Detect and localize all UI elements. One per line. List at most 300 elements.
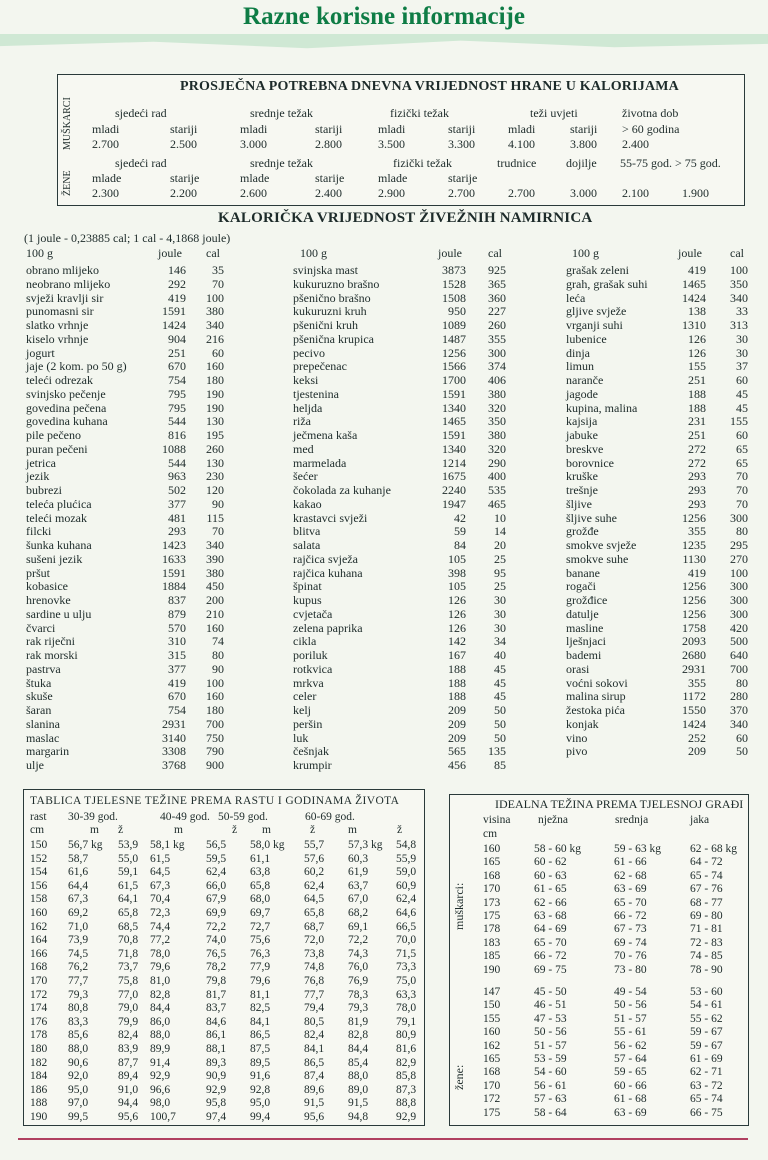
weight-cell: 168 <box>30 961 48 974</box>
food-name: med <box>293 441 314 456</box>
weight-cell: 62,4 <box>396 893 417 906</box>
food-joule: 1487 <box>442 331 466 346</box>
food-joule: 1256 <box>682 606 706 621</box>
food-name: kiselo vrhnje <box>26 331 89 346</box>
food-joule: 1235 <box>682 538 706 552</box>
ideal-women-cell: 147 <box>483 986 501 998</box>
ideal-head: visina <box>483 814 511 826</box>
women-sub-label: mlade <box>92 171 122 185</box>
food-name: malina sirup <box>566 689 626 704</box>
weight-cell: 64,5 <box>304 893 325 906</box>
ideal-women-cell: 61 - 69 <box>690 1053 723 1065</box>
food-joule: 377 <box>168 496 186 511</box>
food-joule: 310 <box>168 634 186 649</box>
weight-cell: 76,0 <box>348 961 369 974</box>
weight-table-title: TABLICA TJELESNE TEŽINE PREMA RASTU I GODINAMA ŽIVOTA <box>30 795 400 807</box>
weight-cell: 57,6 <box>304 852 325 865</box>
caloric-head-cal: cal <box>730 246 744 260</box>
weight-cell: 70,0 <box>396 934 417 947</box>
weight-cell: 150 <box>30 839 48 851</box>
food-joule: 155 <box>688 359 706 374</box>
food-name: kupina, malina <box>566 400 638 415</box>
weight-cell: 92,9 <box>396 1111 417 1123</box>
weight-cell: 76,3 <box>250 947 271 960</box>
ideal-men-cell: 58 - 60 kg <box>534 843 581 855</box>
food-cal: 120 <box>206 483 224 497</box>
weight-cell: 67,9 <box>206 893 227 906</box>
weight-cell: 68,2 <box>348 907 369 919</box>
weight-cell: 65,8 <box>304 907 325 919</box>
weight-cell: 56,5 <box>206 839 227 851</box>
weight-cell: 62,4 <box>206 866 227 879</box>
weight-cell: 80,8 <box>68 1002 89 1015</box>
weight-head-sex: cm <box>30 824 45 836</box>
food-name: grah, grašak suhi <box>566 276 648 291</box>
food-joule: 456 <box>448 758 466 772</box>
weight-cell: 78,2 <box>206 961 227 974</box>
men-sub-label: mladi <box>240 122 268 136</box>
food-joule: 1591 <box>442 428 466 442</box>
ideal-men-cell: 61 - 65 <box>534 883 567 896</box>
food-joule: 2680 <box>682 648 706 662</box>
ideal-women-cell: 56 - 62 <box>614 1039 647 1052</box>
weight-cell: 176 <box>30 1015 48 1028</box>
weight-cell: 188 <box>30 1097 48 1110</box>
men-value: 2.400 <box>622 137 649 151</box>
ideal-women-cell: 160 <box>483 1026 501 1039</box>
food-name: špinat <box>293 579 322 594</box>
women-group-label: trudnice <box>497 156 537 170</box>
food-name: grašak zeleni <box>566 263 629 277</box>
weight-cell: 79,0 <box>118 1002 139 1015</box>
food-joule: 355 <box>688 524 706 539</box>
ideal-women-cell: 59 - 67 <box>690 1039 723 1052</box>
food-name: grožđe <box>566 524 599 539</box>
weight-cell: 95,6 <box>304 1111 325 1123</box>
food-name: smokve svježe <box>566 538 637 552</box>
food-name: naranče <box>566 373 604 387</box>
weight-cell: 61,6 <box>68 866 89 879</box>
food-cal: 180 <box>206 373 224 387</box>
weight-cell: 85,8 <box>396 1070 417 1083</box>
weight-cell: 53,9 <box>118 839 139 851</box>
women-value: 2.100 <box>622 186 649 200</box>
weight-head-sex: ž <box>310 824 316 836</box>
food-name: kajsija <box>566 414 598 429</box>
food-cal: 90 <box>212 661 224 676</box>
women-value: 1.900 <box>682 186 709 200</box>
food-name: jogurt <box>26 345 55 360</box>
food-cal: 300 <box>730 593 748 607</box>
food-joule: 272 <box>688 441 706 456</box>
food-joule: 1465 <box>682 276 706 291</box>
food-cal: 900 <box>206 758 224 772</box>
food-name: rak riječni <box>26 634 75 649</box>
men-group-label: srednje težak <box>250 106 313 120</box>
weight-cell: 85,6 <box>68 1029 89 1042</box>
weight-cell: 73,7 <box>118 961 139 974</box>
food-joule: 3308 <box>162 744 186 759</box>
food-name: rogači <box>566 579 596 594</box>
ideal-women-cell: 46 - 51 <box>534 999 567 1012</box>
food-name: pile pečeno <box>26 428 81 442</box>
weight-cell: 88,0 <box>68 1043 89 1055</box>
food-joule: 1256 <box>682 579 706 594</box>
ideal-women-cell: 59 - 67 <box>690 1026 723 1039</box>
food-joule: 1508 <box>442 290 466 305</box>
food-cal: 420 <box>730 620 748 635</box>
ideal-women-cell: 60 - 66 <box>614 1079 647 1092</box>
food-cal: 35 <box>212 263 224 277</box>
weight-cell: 78,0 <box>396 1002 417 1015</box>
weight-cell: 79,6 <box>250 975 271 987</box>
food-joule: 1310 <box>682 318 706 332</box>
caloric-head-joule: joule <box>438 246 462 260</box>
ideal-men-cell: 64 - 72 <box>690 856 723 869</box>
ideal-women-cell: 54 - 60 <box>534 1066 567 1079</box>
weight-cell: 66,5 <box>396 920 417 933</box>
food-cal: 216 <box>206 331 224 346</box>
ideal-men-cell: 168 <box>483 869 501 882</box>
ideal-women-cell: 50 - 56 <box>614 999 647 1012</box>
food-joule: 1423 <box>162 538 186 552</box>
weight-cell: 94,4 <box>118 1097 139 1110</box>
ideal-men-cell: 70 - 76 <box>614 950 647 963</box>
weight-cell: 54,8 <box>396 839 417 851</box>
weight-cell: 81,7 <box>206 988 227 1001</box>
weight-cell: 79,3 <box>348 1002 369 1015</box>
weight-cell: 79,3 <box>68 988 89 1001</box>
food-joule: 142 <box>448 634 466 649</box>
weight-cell: 89,3 <box>206 1056 227 1069</box>
ideal-women-cell: 66 - 75 <box>690 1106 723 1119</box>
men-sub-label: mladi <box>508 122 536 136</box>
food-joule: 1591 <box>162 565 186 580</box>
food-name: vino <box>566 730 588 745</box>
weight-cell: 95,6 <box>118 1111 139 1123</box>
food-name: pastrva <box>26 661 61 676</box>
food-joule: 419 <box>168 675 186 690</box>
food-name: keksi <box>293 373 319 387</box>
weight-cell: 58,7 <box>68 852 89 865</box>
weight-cell: 76,8 <box>304 975 325 987</box>
weight-cell: 68,0 <box>250 893 271 906</box>
food-name: cvjetača <box>293 606 333 621</box>
ideal-women-cell: 49 - 54 <box>614 986 647 998</box>
food-name: salata <box>293 538 321 552</box>
ideal-men-cell: 65 - 74 <box>690 869 723 882</box>
food-cal: 280 <box>730 689 748 704</box>
weight-cell: 69,1 <box>348 920 369 933</box>
food-name: poriluk <box>293 648 328 662</box>
food-name: svježi kravlji sir <box>26 290 104 305</box>
food-name: jagode <box>566 386 598 401</box>
weight-cell: 86,0 <box>150 1015 171 1028</box>
weight-cell: 160 <box>30 907 48 919</box>
weight-cell: 82,4 <box>304 1029 325 1042</box>
food-cal: 100 <box>730 565 748 580</box>
food-joule: 377 <box>168 661 186 676</box>
weight-cell: 78,0 <box>150 947 171 960</box>
food-joule: 1340 <box>442 441 466 456</box>
food-cal: 180 <box>206 703 224 717</box>
men-value: 3.500 <box>378 137 405 151</box>
food-joule: 293 <box>688 483 706 497</box>
food-cal: 30 <box>736 345 748 360</box>
men-group-label: fizički težak <box>390 106 449 120</box>
food-name: puran pečeni <box>26 441 88 456</box>
men-value: 4.100 <box>508 137 535 151</box>
food-joule: 1088 <box>162 441 186 456</box>
ideal-women-cell: 51 - 57 <box>614 1012 647 1025</box>
weight-cell: 84,1 <box>250 1015 271 1028</box>
ideal-women-cell: 54 - 61 <box>690 999 723 1012</box>
food-name: sušeni jezik <box>26 551 83 566</box>
food-name: lubenice <box>566 331 607 346</box>
food-joule: 1424 <box>162 318 186 332</box>
food-name: jezik <box>26 469 50 484</box>
weight-cell: 58,0 kg <box>250 839 285 851</box>
ideal-men-cell: 65 - 70 <box>534 936 567 949</box>
food-cal: 34 <box>494 634 506 649</box>
ideal-head: srednja <box>615 814 649 826</box>
women-value: 2.700 <box>448 186 475 200</box>
food-joule: 1675 <box>442 469 466 484</box>
food-name: pšenična krupica <box>293 331 374 346</box>
weight-head-sex: ž <box>397 824 403 836</box>
food-name: neobrano mlijeko <box>26 276 111 291</box>
food-joule: 1947 <box>442 496 466 511</box>
weight-cell: 96,6 <box>150 1083 171 1096</box>
weight-cell: 72,2 <box>206 920 227 933</box>
men-group-label: sjedeći rad <box>115 106 167 120</box>
food-name: breskve <box>566 441 604 456</box>
food-joule: 138 <box>688 304 706 319</box>
food-joule: 292 <box>168 276 186 291</box>
weight-cell: 81,6 <box>396 1043 417 1055</box>
weight-head-age: 50-59 god. <box>218 811 268 823</box>
caloric-head-cal: cal <box>488 246 502 260</box>
food-name: kobasice <box>26 579 68 594</box>
ideal-women-cell: 50 - 56 <box>534 1026 567 1039</box>
food-cal: 70 <box>212 524 224 539</box>
men-sub-label: stariji <box>448 122 476 136</box>
food-joule: 570 <box>168 620 186 635</box>
ideal-women-cell: 51 - 57 <box>534 1039 567 1052</box>
men-value: 2.700 <box>92 137 119 151</box>
ideal-men-cell: 69 - 75 <box>534 963 567 976</box>
women-value: 3.000 <box>570 186 597 200</box>
food-cal: 130 <box>206 455 224 470</box>
food-cal: 74 <box>212 634 224 649</box>
weight-cell: 154 <box>30 866 48 879</box>
food-cal: 790 <box>206 744 224 759</box>
weight-cell: 75,0 <box>396 975 417 987</box>
food-name: skuše <box>26 689 53 704</box>
daily-calories-title: PROSJEČNA POTREBNA DNEVNA VRIJEDNOST HRANE U KALORIJAMA <box>180 79 679 94</box>
food-joule: 126 <box>448 606 466 621</box>
ideal-women-cell: 55 - 62 <box>690 1012 723 1025</box>
weight-cell: 65,8 <box>118 907 139 919</box>
food-cal: 370 <box>730 703 748 717</box>
food-joule: 544 <box>168 455 186 470</box>
food-name: čvarci <box>26 620 56 635</box>
food-joule: 1591 <box>442 386 466 401</box>
weight-cell: 182 <box>30 1056 48 1069</box>
food-cal: 320 <box>488 441 506 456</box>
food-cal: 65 <box>736 441 748 456</box>
food-cal: 100 <box>206 290 224 305</box>
food-name: jabuke <box>566 428 598 442</box>
food-cal: 700 <box>206 716 224 731</box>
ideal-men-cell: 60 - 62 <box>534 856 567 869</box>
men-value: 3.000 <box>240 137 267 151</box>
weight-cell: 71,5 <box>396 947 417 960</box>
bottom-rule <box>18 1138 748 1140</box>
food-joule: 188 <box>448 689 466 704</box>
ideal-men-cell: 63 - 69 <box>614 883 647 896</box>
food-name: masline <box>566 620 604 635</box>
food-cal: 227 <box>488 304 506 319</box>
ideal-men-cell: 185 <box>483 950 501 963</box>
food-cal: 300 <box>730 579 748 594</box>
weight-cell: 61,1 <box>250 852 271 865</box>
ideal-women-cell: 61 - 68 <box>614 1093 647 1106</box>
weight-cell: 80,5 <box>304 1015 325 1028</box>
weight-cell: 79,8 <box>206 975 227 987</box>
weight-cell: 61,9 <box>348 866 369 879</box>
weight-cell: 59,0 <box>396 866 417 879</box>
weight-cell: 83,9 <box>118 1043 139 1055</box>
food-name: riža <box>293 414 311 429</box>
women-sub-label: starije <box>170 171 200 185</box>
women-group-label: sjedeći rad <box>115 156 167 170</box>
weight-cell: 67,3 <box>150 879 171 892</box>
weight-cell: 184 <box>30 1070 48 1083</box>
caloric-head-100g: 100 g <box>26 246 53 260</box>
ideal-women-cell: 55 - 61 <box>614 1026 647 1039</box>
weight-cell: 64,4 <box>68 879 89 892</box>
food-cal: 25 <box>494 551 506 566</box>
weight-cell: 88,0 <box>150 1029 171 1042</box>
ideal-women-cell: 165 <box>483 1053 501 1065</box>
food-joule: 419 <box>688 263 706 277</box>
food-name: peršin <box>293 716 323 731</box>
weight-cell: 74,0 <box>206 934 227 947</box>
food-cal: 190 <box>206 400 224 415</box>
food-joule: 293 <box>688 496 706 511</box>
food-cal: 70 <box>736 483 748 497</box>
weight-cell: 92,9 <box>150 1070 171 1083</box>
weight-cell: 84,1 <box>304 1043 325 1055</box>
weight-cell: 98,0 <box>150 1097 171 1110</box>
food-joule: 2093 <box>682 634 706 649</box>
food-cal: 10 <box>494 510 506 525</box>
weight-cell: 79,4 <box>304 1002 325 1015</box>
food-name: rotkvica <box>293 661 333 676</box>
weight-cell: 87,4 <box>304 1070 325 1083</box>
food-cal: 290 <box>488 455 506 470</box>
weight-cell: 178 <box>30 1029 48 1042</box>
ideal-women-cell: 170 <box>483 1079 501 1092</box>
weight-cell: 156 <box>30 879 48 892</box>
ideal-women-cell: 62 - 71 <box>690 1066 723 1079</box>
food-cal: 270 <box>730 551 748 566</box>
food-joule: 209 <box>688 744 706 759</box>
food-joule: 544 <box>168 414 186 429</box>
weight-cell: 79,6 <box>150 961 171 974</box>
weight-cell: 69,2 <box>68 907 89 919</box>
food-cal: 380 <box>488 386 506 401</box>
women-value: 2.700 <box>508 186 535 200</box>
food-joule: 188 <box>688 386 706 401</box>
caloric-head-100g: 100 g <box>572 246 599 260</box>
food-name: kruške <box>566 469 598 484</box>
food-joule: 904 <box>168 331 186 346</box>
weight-cell: 99,4 <box>250 1111 271 1123</box>
food-cal: 300 <box>730 510 748 525</box>
food-joule: 251 <box>688 428 706 442</box>
food-cal: 20 <box>494 538 506 552</box>
weight-cell: 97,4 <box>206 1111 227 1123</box>
food-joule: 315 <box>168 648 186 662</box>
food-name: jaje (2 kom. po 50 g) <box>26 359 127 374</box>
weight-cell: 83,3 <box>68 1015 89 1028</box>
food-joule: 963 <box>168 469 186 484</box>
food-name: cikla <box>293 634 317 649</box>
food-cal: 406 <box>488 373 506 387</box>
weight-cell: 68,7 <box>304 920 325 933</box>
food-joule: 146 <box>168 263 186 277</box>
food-joule: 355 <box>688 675 706 690</box>
weight-cell: 61,5 <box>118 879 139 892</box>
weight-cell: 55,7 <box>304 839 325 851</box>
women-group-label: 55-75 god. > 75 god. <box>620 156 721 170</box>
food-name: rajčica svježa <box>293 551 358 566</box>
page-title: Razne korisne informacije <box>243 3 525 30</box>
food-joule: 1424 <box>682 716 706 731</box>
weight-head-sex: m <box>90 824 99 836</box>
food-name: bubrezi <box>26 483 62 497</box>
ideal-head: jaka <box>690 814 710 826</box>
food-name: kukuruzno brašno <box>293 276 380 291</box>
food-name: svinjska mast <box>293 263 358 277</box>
food-cal: 380 <box>206 565 224 580</box>
weight-cell: 84,4 <box>348 1043 369 1055</box>
weight-cell: 152 <box>30 852 48 865</box>
ideal-women-cell: 63 - 69 <box>614 1106 647 1119</box>
food-name: teleći mozak <box>26 510 87 525</box>
food-joule: 1172 <box>682 689 706 704</box>
weight-cell: 62,4 <box>304 879 325 892</box>
weight-cell: 75,6 <box>250 934 271 947</box>
food-cal: 200 <box>206 593 224 607</box>
weight-cell: 88,0 <box>348 1070 369 1083</box>
ideal-men-cell: 190 <box>483 963 501 976</box>
weight-cell: 85,4 <box>348 1056 369 1069</box>
food-joule: 59 <box>454 524 466 539</box>
weight-cell: 91,4 <box>150 1056 171 1069</box>
food-cal: 300 <box>730 606 748 621</box>
weight-cell: 82,8 <box>150 988 171 1001</box>
ideal-weight-title: IDEALNA TEŽINA PREMA TJELESNOJ GRAĐI <box>495 797 744 811</box>
food-joule: 209 <box>448 730 466 745</box>
women-value: 2.600 <box>240 186 267 200</box>
ideal-men-cell: 173 <box>483 896 501 909</box>
weight-cell: 77,7 <box>304 988 325 1001</box>
food-name: maslac <box>26 730 60 745</box>
food-name: pecivo <box>293 345 325 360</box>
